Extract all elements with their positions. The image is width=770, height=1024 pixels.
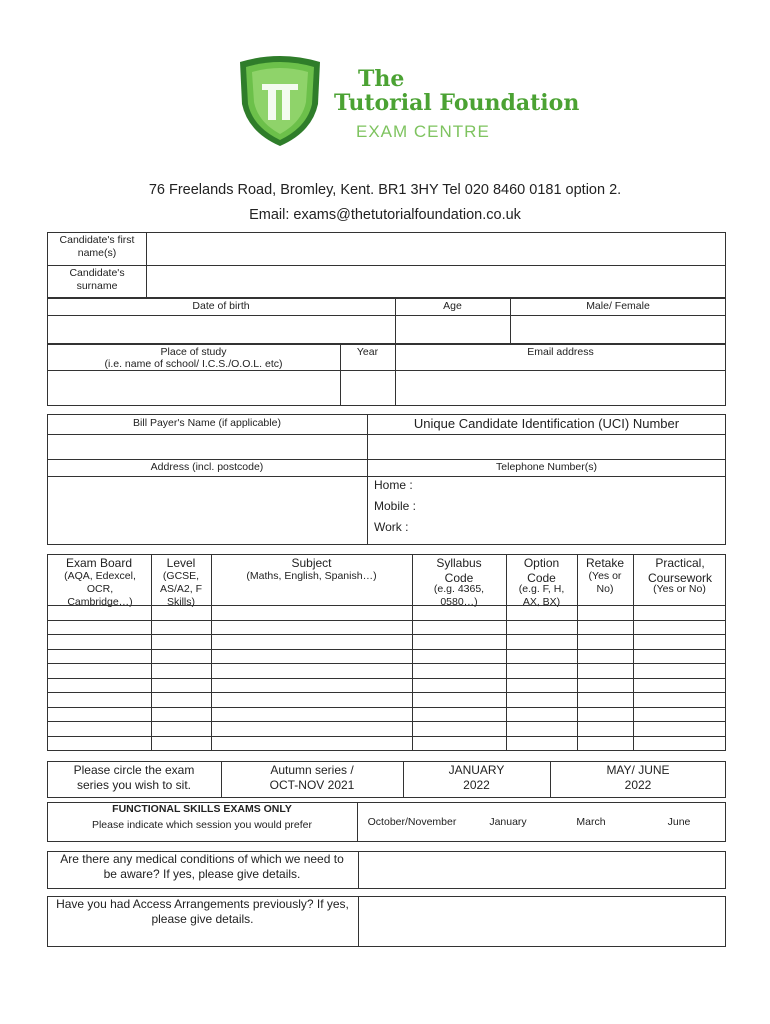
gender-field[interactable]: [511, 316, 725, 343]
functional-prompt: Please indicate which session you would prefer: [91, 819, 313, 831]
table-row[interactable]: [48, 737, 725, 750]
uci-label: Unique Candidate Identification (UCI) Number: [413, 416, 680, 431]
uci-field[interactable]: [368, 435, 725, 458]
col-option: Option Code: [523, 556, 560, 585]
year-field[interactable]: [341, 371, 394, 405]
series-option-autumn[interactable]: [222, 762, 402, 797]
col-exam-board: Exam Board: [65, 556, 133, 570]
session-june[interactable]: June: [667, 816, 691, 828]
table-row[interactable]: [48, 708, 725, 720]
medical-question: Are there any medical conditions of which we need to be aware? If yes, please give details.: [60, 852, 344, 881]
place-of-study-label: Place of study: [160, 346, 227, 358]
logo-line-name: Tutorial Foundation: [334, 90, 580, 116]
col-subject: Subject: [291, 556, 332, 570]
table-row[interactable]: [48, 679, 725, 691]
january-year: 2022: [463, 778, 490, 792]
series-option-mayjune[interactable]: [551, 762, 725, 797]
address-label: Address (incl. postcode): [150, 461, 264, 473]
series-prompt: Please circle the exam series you wish to sit.: [73, 763, 195, 792]
table-row[interactable]: [48, 722, 725, 735]
bill-payer-label: Bill Payer's Name (if applicable): [133, 417, 281, 429]
table-row[interactable]: [48, 650, 725, 662]
col-level-hint: (GCSE, AS/A2, F Skills): [159, 570, 202, 609]
col-syllabus-hint: (e.g. 4365, 0580…): [433, 583, 485, 609]
col-practical-hint: (Yes or No): [653, 583, 706, 595]
access-details-field[interactable]: [359, 897, 725, 946]
col-syllabus: Syllabus Code: [436, 556, 482, 585]
surname-label: Candidate's surname: [69, 267, 125, 293]
telephone-label: Telephone Number(s): [496, 461, 597, 473]
centre-address: 76 Freelands Road, Bromley, Kent. BR1 3HY Tel 020 8460 0181 option 2.: [148, 182, 622, 198]
first-name-label: Candidate's first name(s): [59, 234, 135, 260]
place-of-study-hint: (i.e. name of school/ I.C.S./O.O.L. etc): [104, 358, 283, 370]
functional-title: FUNCTIONAL SKILLS EXAMS ONLY: [112, 803, 292, 815]
autumn-title: Autumn series /: [270, 763, 354, 777]
table-row[interactable]: [48, 693, 725, 706]
centre-email: Email: exams@thetutorialfoundation.co.uk: [249, 207, 521, 223]
col-subject-hint: (Maths, English, Spanish…): [246, 570, 377, 582]
gender-label: Male/ Female: [586, 300, 650, 312]
session-october-november[interactable]: October/November: [367, 816, 457, 828]
table-row[interactable]: [48, 621, 725, 633]
age-label: Age: [443, 300, 462, 312]
session-march[interactable]: March: [576, 816, 606, 828]
year-label: Year: [356, 346, 379, 358]
autumn-dates: OCT-NOV 2021: [269, 778, 355, 792]
logo-line-the: The: [358, 66, 405, 92]
work-phone-label: Work :: [374, 520, 409, 534]
home-phone-label: Home :: [374, 478, 413, 492]
mayjune-year: 2022: [624, 778, 652, 792]
series-option-january[interactable]: [404, 762, 549, 797]
first-name-field[interactable]: [147, 233, 725, 264]
access-question: Have you had Access Arrangements previously? If yes, please give details.: [56, 897, 349, 926]
table-row[interactable]: [48, 635, 725, 648]
table-row[interactable]: [48, 606, 725, 619]
col-retake-hint: (Yes or No): [588, 570, 622, 596]
col-retake: Retake: [585, 556, 625, 570]
col-exam-board-hint: (AQA, Edexcel, OCR, Cambridge…): [64, 570, 136, 609]
medical-details-field[interactable]: [359, 852, 725, 888]
mobile-phone-label: Mobile :: [374, 499, 417, 513]
col-option-hint: (e.g. F, H, AX, BX): [518, 583, 565, 609]
mayjune-title: MAY/ JUNE: [606, 763, 670, 777]
january-title: JANUARY: [448, 763, 505, 777]
address-field[interactable]: [48, 477, 366, 544]
logo: [234, 52, 580, 148]
col-level: Level: [166, 556, 196, 570]
session-january[interactable]: January: [489, 816, 527, 828]
shield-logo-icon: [234, 52, 326, 148]
table-row[interactable]: [48, 664, 725, 677]
place-of-study-field[interactable]: [48, 371, 339, 405]
logo-line-exam-centre: EXAM CENTRE: [356, 122, 490, 141]
email-label: Email address: [527, 346, 594, 358]
dob-field[interactable]: [48, 316, 394, 343]
surname-field[interactable]: [147, 266, 725, 297]
email-field[interactable]: [396, 371, 725, 405]
bill-payer-field[interactable]: [48, 435, 366, 458]
dob-label: Date of birth: [192, 300, 250, 312]
col-practical: Practical, Coursework: [647, 556, 713, 585]
age-field[interactable]: [396, 316, 509, 343]
